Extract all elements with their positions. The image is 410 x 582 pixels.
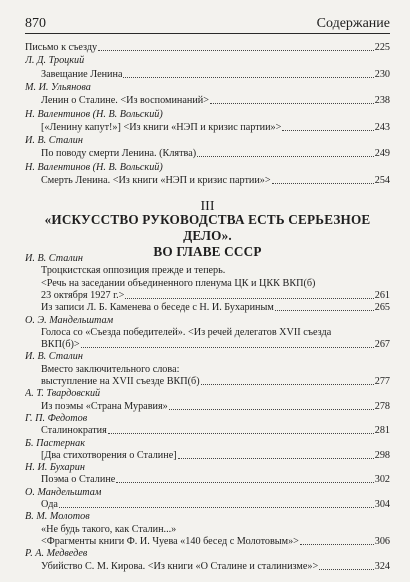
entry-title: Поэма о Сталине xyxy=(41,474,116,486)
author-name: Г. П. Федотов xyxy=(25,412,88,424)
entry-title: Троцкистская оппозиция прежде и теперь. xyxy=(41,265,226,277)
toc-entry-line xyxy=(25,264,390,277)
entry-title: Убийство С. М. Кирова. <Из книги «О Сталине и сталинизме»> xyxy=(41,560,319,572)
author-name: В. М. Молотов xyxy=(25,511,90,523)
entry-title: выступление на XVII съезде ВКП(б) xyxy=(41,376,200,387)
toc-entry xyxy=(25,375,390,388)
toc-entry xyxy=(25,498,390,511)
entry-title: <Фрагменты книги Ф. И. Чуева «140 бесед с Молотовым»> xyxy=(41,535,299,547)
toc-author xyxy=(25,81,390,94)
author-name: И. В. Сталин xyxy=(25,253,83,264)
dot-leader xyxy=(81,346,374,348)
toc-entry xyxy=(25,147,390,160)
toc-entry xyxy=(25,560,390,573)
toc-entry-line xyxy=(25,523,390,536)
toc-entry xyxy=(25,289,390,302)
entry-page-number: 277 xyxy=(374,376,390,387)
toc-entry xyxy=(25,174,390,187)
toc-author xyxy=(25,510,390,523)
author-name: Н. Валентинов (Н. В. Вольский) xyxy=(25,161,163,173)
entry-title: [Два стихотворения о Сталине] xyxy=(41,449,177,461)
toc-entry xyxy=(25,400,390,413)
toc-entry xyxy=(25,94,390,107)
entry-page-number: 298 xyxy=(374,449,390,461)
dot-leader xyxy=(197,155,374,157)
entry-title: 23 октября 1927 г.> xyxy=(41,289,125,301)
toc-entry xyxy=(25,449,390,462)
author-name: Н. И. Бухарин xyxy=(25,462,85,474)
dot-leader xyxy=(123,76,373,78)
toc-entry xyxy=(25,424,390,437)
dot-leader xyxy=(210,102,374,104)
entry-title: Завещание Ленина xyxy=(41,68,123,80)
toc-author xyxy=(25,54,390,67)
toc-author xyxy=(25,437,390,450)
author-name: О. Э. Мандельштам xyxy=(25,314,114,326)
entry-page-number: 238 xyxy=(374,95,390,107)
toc-entry xyxy=(25,338,390,351)
author-name: И. В. Сталин xyxy=(25,351,83,363)
running-title: Содержание xyxy=(316,16,390,31)
header-rule xyxy=(25,33,390,34)
toc-author xyxy=(25,412,390,425)
entry-page-number: 254 xyxy=(374,175,390,186)
toc-author xyxy=(25,314,390,327)
entry-page-number: 265 xyxy=(374,302,390,314)
toc-author xyxy=(25,252,390,265)
toc-entry-line xyxy=(25,277,390,290)
toc-author xyxy=(25,461,390,474)
dot-leader xyxy=(125,297,373,299)
toc-author xyxy=(25,134,390,147)
page-number: 870 xyxy=(25,16,46,31)
entry-page-number: 267 xyxy=(374,339,390,351)
author-name: Н. Валентинов (Н. В. Вольский) xyxy=(25,108,163,120)
section-number: III xyxy=(200,199,215,214)
dot-leader xyxy=(275,309,374,311)
toc-entry xyxy=(25,301,390,314)
author-name: М. И. Ульянова xyxy=(25,81,91,93)
entry-title: Из записи Л. Б. Каменева о беседе с Н. И. Бухариным xyxy=(41,302,274,314)
toc-entry xyxy=(25,121,390,134)
entry-title: Голоса со «Съезда победителей». <Из речей делегатов XVII съезда xyxy=(41,326,332,338)
dot-leader xyxy=(319,568,373,570)
entry-page-number: 302 xyxy=(374,474,390,486)
running-header xyxy=(25,14,390,34)
entry-title: Сталинократия xyxy=(41,425,107,437)
author-name: И. В. Сталин xyxy=(25,135,83,147)
dot-leader xyxy=(116,481,373,483)
entry-page-number: 306 xyxy=(374,535,390,547)
entry-page-number: 304 xyxy=(374,499,390,510)
entry-title: [«Ленину капут!»] <Из книги «НЭП и кризис партии»> xyxy=(41,121,282,133)
entry-title: Письмо к съезду xyxy=(25,42,98,53)
section-title-line-1: «ИСКУССТВО РУКОВОДСТВА ЕСТЬ СЕРЬЕЗНОЕ ДЕЛО». xyxy=(44,212,371,243)
entry-title: Ленин о Сталине. <Из воспоминаний> xyxy=(41,95,209,107)
author-name: Л. Д. Троцкий xyxy=(25,55,85,67)
toc-entry xyxy=(25,68,390,81)
dot-leader xyxy=(201,383,374,385)
entry-title: <Речь на заседании объединенного пленума ЦК и ЦКК ВКП(б) xyxy=(41,277,316,289)
dot-leader xyxy=(282,129,373,131)
author-name: А. Т. Твардовский xyxy=(25,388,101,400)
author-name: Р. А. Медведев xyxy=(25,548,88,560)
dot-leader xyxy=(59,506,374,508)
toc-entry-line xyxy=(25,363,390,376)
entry-title: Ода xyxy=(41,499,58,510)
dot-leader xyxy=(300,543,374,545)
dot-leader xyxy=(178,457,374,459)
entry-page-number: 225 xyxy=(374,42,390,53)
toc-entry xyxy=(25,535,390,548)
dot-leader xyxy=(98,49,374,51)
toc-author xyxy=(25,108,390,121)
entry-page-number: 230 xyxy=(374,68,390,80)
toc-author xyxy=(25,547,390,560)
toc-author xyxy=(25,161,390,174)
toc-entry xyxy=(25,41,390,54)
entry-title: «Не будь такого, как Сталин...» xyxy=(41,523,177,535)
author-name: Б. Пастернак xyxy=(25,437,85,449)
toc-author xyxy=(25,486,390,499)
entry-title: ВКП(б)> xyxy=(41,339,80,351)
entry-page-number: 281 xyxy=(374,425,390,437)
dot-leader xyxy=(272,182,374,184)
entry-page-number: 249 xyxy=(374,148,390,160)
entry-title: Из поэмы «Страна Муравия» xyxy=(41,400,168,412)
entry-page-number: 324 xyxy=(374,560,390,572)
author-name: О. Мандельштам xyxy=(25,486,102,498)
entry-page-number: 243 xyxy=(374,121,390,133)
entry-title: По поводу смерти Ленина. (Клятва) xyxy=(41,148,197,160)
toc-entry xyxy=(25,473,390,486)
entry-page-number: 261 xyxy=(374,289,390,301)
dot-leader xyxy=(169,408,374,410)
toc-entry-line xyxy=(25,326,390,339)
entry-page-number: 278 xyxy=(374,400,390,412)
toc-author xyxy=(25,350,390,363)
entry-title: Смерть Ленина. <Из книги «НЭП и кризис партии»> xyxy=(41,175,271,186)
entry-title: Вместо заключительного слова: xyxy=(41,363,180,375)
dot-leader xyxy=(108,432,374,434)
toc-author xyxy=(25,387,390,400)
section-title-line-2: ВО ГЛАВЕ СССР xyxy=(153,244,262,259)
